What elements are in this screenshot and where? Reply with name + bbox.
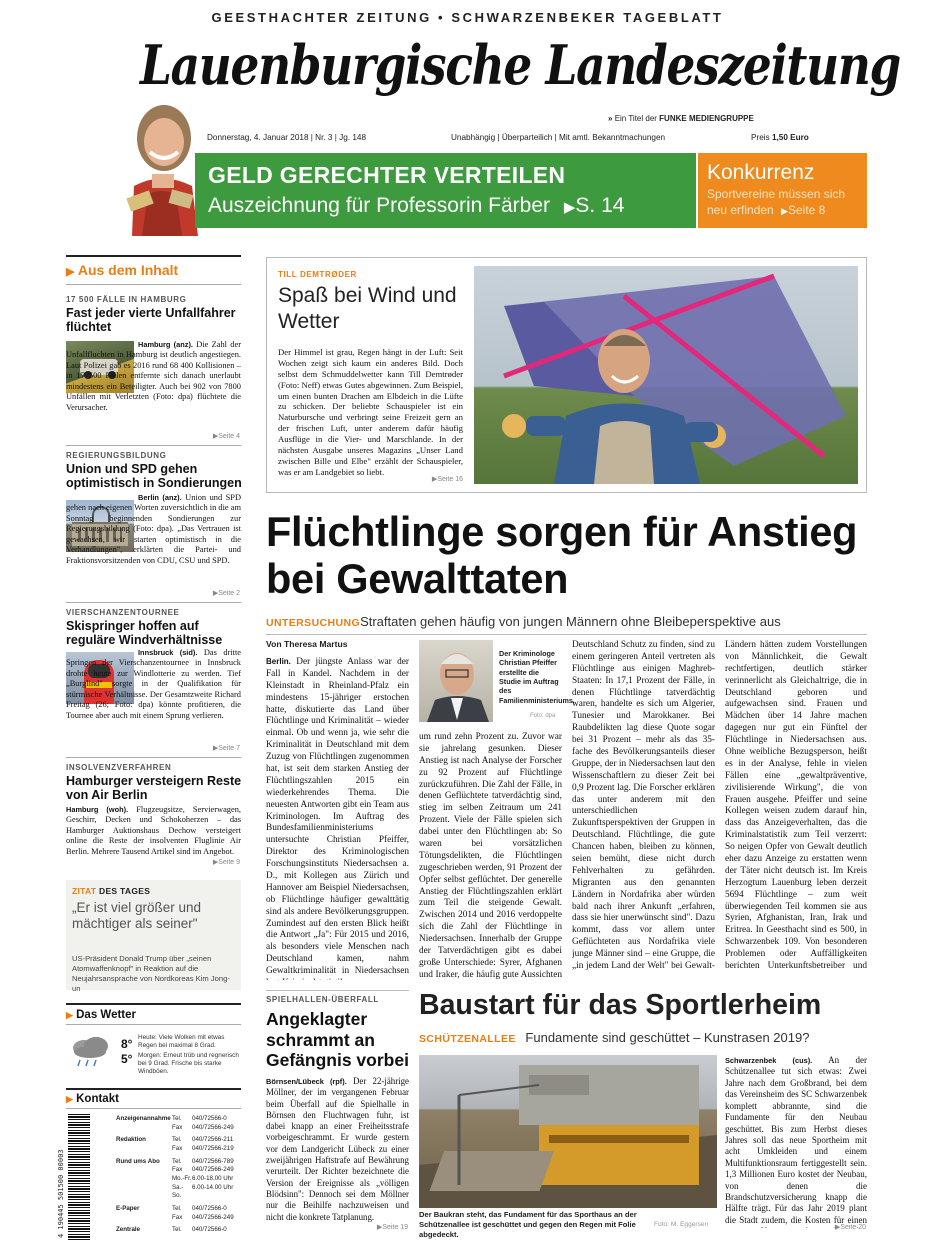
lead-dek-rule [266, 634, 867, 635]
demtroder-kicker: TILL DEMTRØDER [278, 270, 357, 279]
zitat-source: US-Präsident Donald Trump über „seinen Atomwaffenknopf" in Reaktion auf die Neujahrsansprache von Nordkoreas Kim Jong-un [72, 954, 230, 993]
masthead-subtitle: GEESTHACHTER ZEITUNG • SCHWARZENBEKER TAGEBLATT [211, 10, 724, 25]
inhalt-item-body: Flugzeugsitze, Servierwagen, Geschirr, Decken und Schokoherzen – das Hamburger Auktionshaus Dechow versteigert online die Reste der insolventen Fluglinie Air Berlin. Mehrere Tausend Artikel sind im Angebot. [66, 805, 241, 856]
kontakt-row-label: Rund ums Abo [116, 1157, 160, 1165]
inhalt-item-title[interactable]: Fast jeder vierte Unfallfahrer flüchtet [66, 306, 236, 334]
teaser-ref: Seite 8 [788, 202, 826, 217]
demtroder-ref[interactable]: ▶Seite 16 [431, 476, 463, 483]
pfeiffer-credit: Foto: dpa [530, 713, 556, 719]
banner-subline-row [208, 192, 624, 219]
inhalt-item-title[interactable]: Union und SPD gehen optimistisch in Sondierungen [66, 462, 242, 490]
inhalt-divider [66, 757, 241, 758]
pfeiffer-photo [419, 640, 493, 722]
kontakt-row-label: E-Paper [116, 1205, 140, 1213]
banner-green[interactable] [195, 153, 696, 228]
hours: 6.00-18.00 Uhr [192, 1175, 234, 1183]
price [751, 133, 809, 144]
spielhallen-lead: Börnsen/Lübeck (rpf). [266, 1077, 347, 1086]
banner-subline: Auszeichnung für Professorin Färber [208, 194, 550, 217]
inhalt-top-rule [66, 255, 241, 257]
zitat-quote: „Er ist viel größer und mächtiger als seiner" [72, 900, 202, 932]
kontakt-heading-text: Kontakt [76, 1093, 119, 1105]
triangle-right-icon: ▶ [431, 476, 438, 483]
banner-orange[interactable] [698, 153, 867, 228]
banner-page-ref: S. 14 [575, 194, 625, 217]
sportlerheim-kicker: SCHÜTZENALLEE [419, 1033, 516, 1045]
zitat-label-b: DES TAGES [99, 886, 151, 896]
cloud-rain-icon [68, 1034, 112, 1068]
spielhallen-text [266, 1076, 409, 1230]
sportlerheim-lead: Schwarzenbek (cus). [725, 1056, 813, 1065]
wetter-heading-text: Das Wetter [76, 1009, 136, 1021]
kontakt-row: Anzeigenannahme Tel. 040/72566-0 Fax 040/72566-249 [116, 1115, 234, 1131]
inhalt-heading-rule [66, 284, 241, 285]
sportlerheim-dek: Fundamente sind geschüttet – Kunstrasen 2019? [525, 1030, 810, 1045]
spielhallen-body: Der 22-jährige Möllner, der im vergangenen Februar beim Überfall auf die Spielhalle in Börnsen den Fluchtwagen fuhr, ist dabei knapp an einer Freiheitsstrafe vorbeigeschrammt. Er wurde gestern vor dem Landgericht Lübeck zu einer zweijährigen Haftstrafe auf Bewährung verurteilt. Der Richter bezeichnete die Version der Ereignisse als „völligen Blödsinn": Dennoch sei dem Möllner nur die Beihilfe nachzuweisen und nicht die konkrete Tatplanung. [266, 1076, 409, 1222]
kite-photo [474, 266, 858, 484]
kontakt-row: E-Paper Tel. 040/72566-0 Fax 040/72566-249 [116, 1205, 234, 1221]
inhalt-item-kicker: VIERSCHANZENTOURNEE [66, 608, 180, 617]
publisher-name: FUNKE MEDIENGRUPPE [659, 114, 754, 123]
dateline: Donnerstag, 4. Januar 2018 | Nr. 3 | Jg. 148 [207, 133, 367, 142]
kontakt-row: Zentrale Tel. 040/72566-0 [116, 1226, 227, 1234]
triangle-right-icon: ▶ [563, 199, 576, 216]
demtroder-text: Der Himmel ist grau, Regen hängt in der Luft: Seit Wochen zeigt sich kaum ein anderes Bild. Doch selbst dem Schmuddelwetter kann Till Demtrøder (Foto: Neff) etwas Gutes abgewinnen. Zum Beispiel, um einen bunten Drachen am Elbdeich in die Lüfte zu schicken. Der beliebte Schauspieler ist ein Naturbursche und verbringt seine Freizeit gern an der frischen Luft, unter anderem dafür häufig Ausflüge in die Vier- und Marschlande. In der nächsten Ausgabe unseres Magazins „Unser Land zwischen Bille und Elbe" erzählt der Schauspieler, was er am Landgebiet so liebt. [278, 347, 463, 477]
wetter-top-rule [66, 1003, 241, 1005]
lead-col-lead: Berlin. [266, 657, 291, 666]
construction-caption: Der Baukran steht, das Fundament für das Sporthaus an der Schützenallee ist geschüttet und gegen den Regen mit Folie abgedeckt. [419, 1210, 637, 1239]
demtroder-title[interactable]: Spaß bei Wind und Wetter [278, 284, 457, 333]
triangle-right-icon: ▶ [781, 205, 788, 216]
temp-low: 5° [121, 1052, 133, 1066]
temp-high: 8° [121, 1037, 133, 1051]
kontakt-table [116, 1115, 242, 1235]
lead-dek-row [266, 614, 870, 631]
spielhallen-title[interactable]: Angeklagter schrammt an Gefängnis vorbei [266, 1009, 409, 1071]
sportlerheim-headline[interactable]: Baustart für das Sportlerheim [419, 989, 822, 1021]
inhalt-item-text [66, 340, 241, 440]
lead-col-body: Der jüngste Anlass war der Fall in Kandel. Nachdem in der Kleinstadt in Rheinland-Pfalz ein mindestens 15-jähriger erstochen hatte, diskutierte das Land über Flüchtlinge und Kriminalität – wieder einmal. Ob und wenn ja, wie sehr die Kriminalität in Deutschland mit dem Zuzug von Flüchtlingen zugenommen hat, ist seit dem starken Anstieg der Flüchtlingszahlen 2015 ein wiederkehrendes Thema. Die neuesten Antworten gibt ein Team aus Kriminologen. Im Auftrag des Bundesfamilienministeriums untersuchte Christian Pfeiffer, Direktor des Kriminologischen Forschungsinstituts Niedersachsen a. D., mit Kollegen aus Zürich und Hannover am Beispiel Niedersachsen, ob Flüchtlinge häufiger gewalttätig sind als andere Bevölkerungsgruppen. Zumindest auf den ersten Blick heißt die Antwort „Ja": Für 2015 und 2016, als besonders viele Menschen nach Deutschland kamen, nahm Gewaltkriminalität in Niedersachsen [266, 657, 409, 977]
weather-tomorrow: Morgen: Erneut trüb und regnerisch bei 9 Grad. Frische bis starke Windböen. [138, 1052, 239, 1075]
inhalt-heading-text: Aus dem Inhalt [77, 262, 179, 278]
inhalt-item-ref[interactable]: ▶Seite 2 [212, 590, 240, 597]
banner-headline: GELD GERECHTER VERTEILEN [208, 162, 566, 188]
zitat-box [66, 880, 241, 993]
inhalt-item-ref[interactable]: ▶Seite 9 [212, 859, 240, 866]
spielhallen-kicker: SPIELHALLEN-ÜBERFALL [266, 995, 379, 1004]
lead-byline: Von Theresa Martus [266, 639, 348, 649]
lead-col-1 [266, 657, 409, 980]
kontakt-row-label: Anzeigenannahme [116, 1115, 171, 1122]
spielhallen-ref[interactable]: ▶Seite 19 [376, 1224, 408, 1231]
inhalt-item-lead: Innsbruck (sid). [138, 648, 198, 657]
teaser-text: Sportvereine müssen sich neu erfinden [707, 187, 846, 217]
inhalt-item-kicker: INSOLVENZVERFAHREN [66, 763, 172, 772]
triangle-right-icon: ▶ [66, 1094, 73, 1104]
inhalt-item-lead: Berlin (anz). [138, 493, 182, 502]
construction-credit: Foto: M. Eggersen [654, 1221, 709, 1228]
zitat-label [72, 886, 150, 897]
weather-today: Heute: Viele Wolken mit etwas Regen bei maximal 8 Grad. [138, 1034, 225, 1049]
triangle-right-icon: ▶ [212, 859, 219, 866]
lead-col-3: Deutschland Schutz zu finden, sind zu einem geringeren Anteil vertreten als Flüchtlinge aus einigen Maghreb-Staaten: In 17,1 Prozent der Fälle, in denen Flüchtlinge tatverdächtig waren, handelte es sich um Algerier, Tunesier und Marokkaner. Bei Raubdelikten lag diese Quote sogar bei 31 Prozent – mehr als das 35-fache des Bevölkerungsanteils dieser Gruppe, der in Niedersachsen laut den Wissenschaftlern zu dieser Zeit bei 0,9 Prozent lag. Die Forscher erklären das unter anderem mit den unterschiedlichen Zukunftsperspektiven der Gruppen in Deutschland. Flüchtlinge, die gute Chancen haben, bleiben zu können, seien bemüht, diese nicht durch Fehlverhalten zu gefährden. Migranten aus den genannten Ländern in Nordafrika aber würden bald nach ihrer Ankunft „erfahren, dass sie hier unerwünscht sind". Dazu kommt, dass vor allem unter Geflüchteten aus Nordafrika viele junge Männer sind – eine Gruppe, die „in jedem Land der Welt" bei Gewalt- [572, 640, 715, 970]
phone-number[interactable]: 040/72566-0 [192, 1205, 227, 1213]
hours: 6.00-14.00 Uhr [192, 1183, 234, 1191]
triangle-right-icon: ▶ [212, 590, 219, 597]
inhalt-divider [66, 445, 241, 446]
kontakt-row-label: Redaktion [116, 1136, 146, 1144]
inhalt-item-kicker: REGIERUNGSBILDUNG [66, 451, 167, 460]
phone-number[interactable]: 040/72566-211 [192, 1136, 234, 1144]
inhalt-item-body: Die Zahl der Unfallfluchten in Hamburg ist deutlich angestiegen. Laut Polizei gab es 2016 rund 68 400 Kollisionen – in 17 500 Fällen entfernte sich danach unerlaubt mindestens ein Beteiligter. Auch bei 902 von 7800 Unfällen mit Verletzten (Foto: dpa) flüchtete die Verursacher. [66, 340, 241, 412]
triangle-right-icon: ▶ [212, 433, 219, 440]
kontakt-row: Rund ums Abo Tel. 040/72566-789 Fax 040/72566-249 Mo.-Fr. 6.00-18.00 Uhr Sa.-So. 6.00-14.00 Uhr [116, 1157, 234, 1200]
pfeiffer-caption: Der Kriminologe Christian Pfeiffer erstellte die Studie im Auftrag des Familienministeriums. [499, 649, 575, 705]
phone-number[interactable]: 040/72566-789 [192, 1157, 234, 1165]
publisher-arrows-icon: » [608, 114, 613, 123]
kontakt-row-label: Zentrale [116, 1226, 141, 1234]
inhalt-item-body: Das dritte Springen der Vierschanzentournee in Innsbruck drohte heute zur Windlotterie zu werden. Tief „Burglind" sorgte in der Qualifikation für stürmische Verhältnisse. Der Gesamtzweite Richard Freitag (26; Foto: dpa) könnte profitieren, die Tournee aber auch mit einem Sprung verlieren. [66, 648, 241, 720]
triangle-right-icon: ▶ [66, 1010, 73, 1020]
kontakt-heading [66, 1092, 119, 1107]
kontakt-top-rule [66, 1088, 241, 1090]
inhalt-item-body: Union und SPD gehen nach eigenen Worten zuversichtlich in die am Sonntag beginnenden Sondierungen zur Regierungsbildung (Foto: dpa). „Das Vertrauen ist gewachsen, wir starten optimistisch in die Verhandlungen", erklärten die Partei- und Fraktionsvorsitzenden von CDU, CSU und SPD. [66, 493, 241, 565]
lead-dek: Straftaten gehen häufig von jungen Männern ohne Bleibeperspektive aus [360, 614, 781, 629]
phone-number[interactable]: 040/72566-0 [192, 1226, 227, 1234]
sportlerheim-text [725, 1055, 867, 1228]
inhalt-item-lead: Hamburg (anz). [138, 340, 193, 349]
kontakt-heading-rule [66, 1108, 241, 1109]
inhalt-item-ref[interactable]: ▶Seite 7 [212, 745, 240, 752]
barcode [68, 1112, 90, 1240]
wetter-heading-rule [66, 1024, 241, 1025]
inhalt-item-title[interactable]: Hamburger versteigern Reste von Air Berlin [66, 774, 242, 802]
inhalt-item-lead: Hamburg (woh). [66, 805, 129, 814]
lead-col-4: Ländern hätten zudem Vorstellungen von Männlichkeit, die Gewalt rechtfertigen, deutlich stärker verinnerlicht als Gleichaltrige, die in Deutschland geboren und aufgewachsen sind. Frauen und Mädchen über 14 Jahre machen dagegen nur gut ein Fünftel der Flüchtlinge in Niedersachsen aus. Ohne weibliche Bezugsperson, heißt es in der Analyse, fehle in vielen Fällen eine „gewaltpräventive, zivilisierende Wirkung", die von Frauen ausgehe. Pfeiffer und seine Kollegen weisen zudem darauf hin, dass das Anzeigeverhalten, das die Kriminalstatistik zum Teil verzerrt: So neigen Opfer von Gewalt deutlich eher dazu Anzeige zu erstatten wenn der Täter nicht deutsch ist. Im Kreis Herzogtum Lauenburg leben derzeit 5694 Flüchtlinge – zum weit überwiegenden Teil kommen sie aus Syrien, Afghanistan, Iran, Irak und Eritrea. In Geesthacht sind es 500, in Schwarzenbek 109. Von besonderen Problemen oder Auffälligkeiten berichten Unterkunftsbetreiber und [725, 640, 867, 970]
price-label: Preis [751, 133, 770, 142]
tagline: Unabhängig | Überparteilich | Mit amtl. Bekanntmachungen [451, 133, 666, 142]
lead-col-2: um rund zehn Prozent zu. Zuvor war sie jahrelang gesunken. Dieser Anstieg ist nach Analyse der Forscher zu 92 Prozent auf Flüchtlinge zurückzuführen. Die Zahl der Fälle, in denen Geflüchtete tatverdächtig sind, stieg im selben Zeitraum um 241 Prozent. Viele der Fälle spielen sich dabei unter den Flüchtlingen ab: So waren bei vorsätzlichen Tötungsdelikten, die Flüchtlingen zugeschrieben werden, 91 Prozent der Opfer selbst geflüchtet. Der generelle Anstieg der Flüchtlingszahlen erklärt zum Teil die steigende Gewalt. Zwischen 2014 und 2016 verdoppelte sich die Zahl der Flüchtlinge in Niedersachsen. Innerhalb der Gruppe der Tatverdächtigen gibt es dabei große Unterschiede: Syrer, Afghanen und Iraker, die häufig gute Aussichten [419, 732, 562, 980]
lead-headline[interactable]: Flüchtlinge sorgen für Anstieg bei Gewalttaten [266, 508, 858, 603]
fax-number[interactable]: 040/72566-249 [192, 1123, 234, 1131]
inhalt-item-kicker: 17 500 FÄLLE IN HAMBURG [66, 295, 187, 304]
inhalt-heading [66, 261, 178, 279]
triangle-right-icon: ▶ [212, 745, 219, 752]
triangle-right-icon: ▶ [376, 1224, 383, 1231]
sportlerheim-body: An der Schützenallee tut sich etwas: Zwei Jahre nach dem Großbrand, bei dem das Vereinsheim des SC Schwarzenbek komplett abbrannte, sind die Fundamente für den Neubau geschüttet. Bis zum Herbst dieses Jahres soll das neue Sportheim mit acht Umkleiden und einem Multifunktionsraum fertiggestellt sein. 1,3 Millionen Euro kostet der Neubau, von denen die Brandschutzversicherung knapp die Hälfte trägt. Für das Jahr 2019 plant die Stadt zudem, die Kosten für einen [725, 1055, 867, 1225]
teaser-title: Konkurrenz [707, 161, 815, 184]
fax-number[interactable]: 040/72566-249 [192, 1213, 234, 1221]
price-value: 1,50 Euro [771, 133, 809, 142]
publisher-prefix: Ein Titel der [614, 114, 657, 123]
construction-photo [419, 1055, 717, 1208]
sportlerheim-ref[interactable]: ▶Seite 20 [834, 1224, 866, 1231]
inhalt-item-text [66, 493, 241, 597]
teaser-text-block [707, 187, 863, 218]
fax-number[interactable]: 040/72566-249 [192, 1166, 234, 1174]
publisher-line [608, 114, 754, 124]
kontakt-row: Redaktion Tel. 040/72566-211 Fax 040/72566-219 [116, 1136, 234, 1153]
spielhallen-rule [266, 990, 409, 991]
inhalt-divider [66, 602, 241, 603]
masthead-title: Lauenburgische Landeszeitung [140, 33, 901, 97]
zitat-label-a: ZITAT [72, 886, 97, 896]
phone-number[interactable]: 040/72566-0 [192, 1115, 227, 1122]
triangle-right-icon: ▶ [66, 266, 75, 278]
lead-kicker: UNTERSUCHUNG [266, 617, 361, 629]
inhalt-item-ref[interactable]: ▶Seite 4 [212, 433, 240, 440]
sportlerheim-dek-row [419, 1030, 869, 1047]
triangle-right-icon: ▶ [834, 1224, 841, 1231]
wetter-heading [66, 1008, 136, 1023]
fax-number[interactable]: 040/72566-219 [192, 1145, 234, 1153]
inhalt-item-title[interactable]: Skispringer hoffen auf reguläre Windverhältnisse [66, 619, 223, 647]
barcode-number: 4 190445 501500 00003 [57, 1149, 65, 1238]
inhalt-item-text [66, 648, 241, 752]
